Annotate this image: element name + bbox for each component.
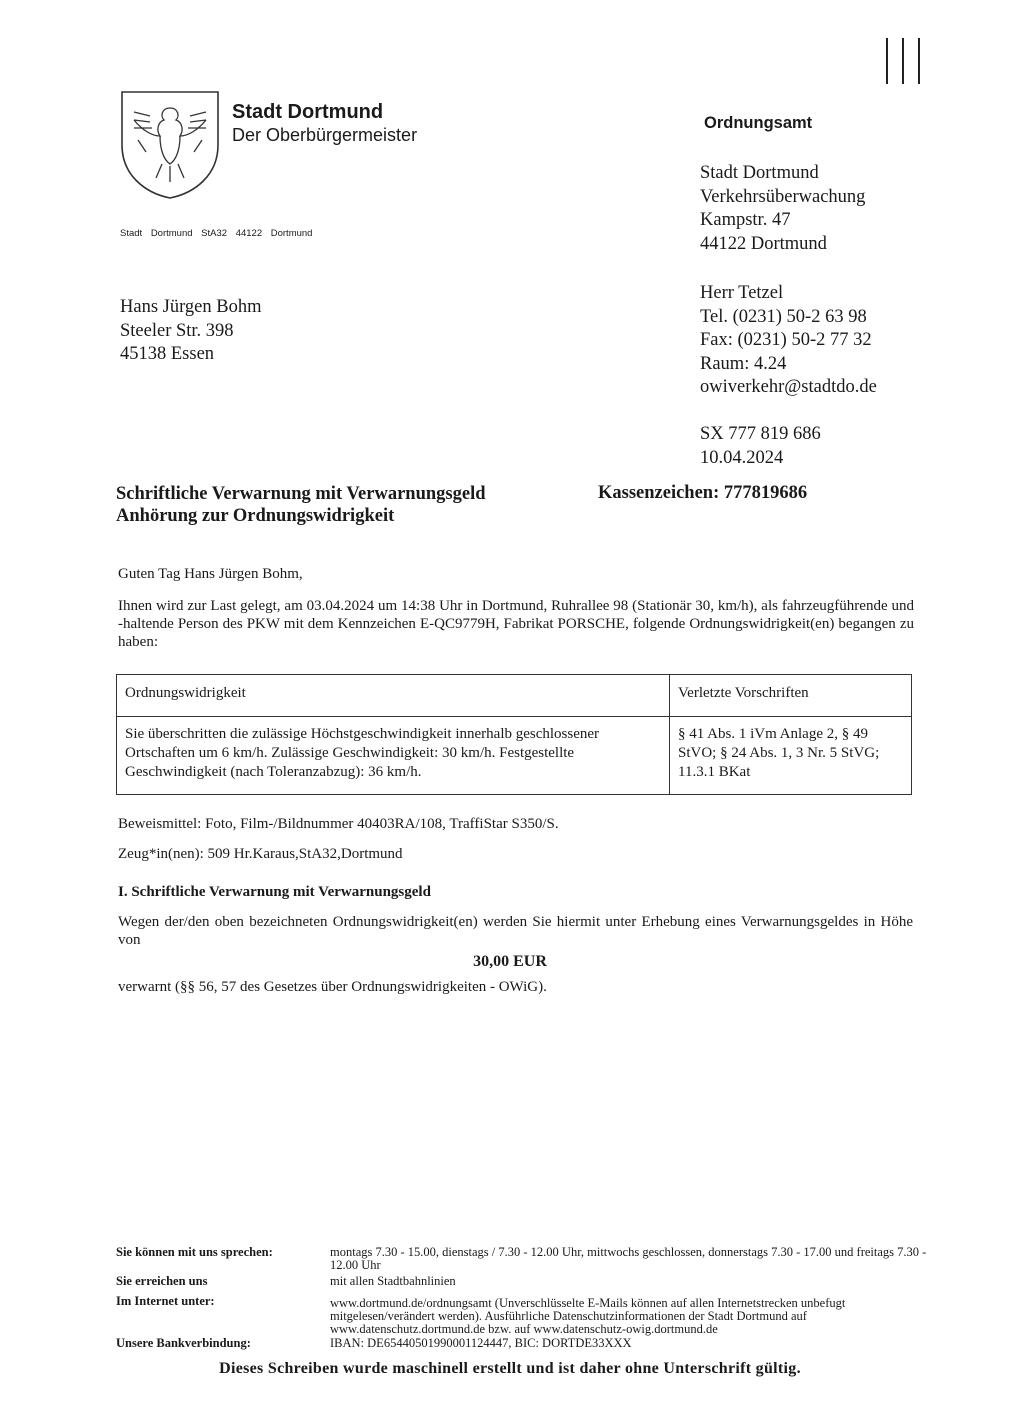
footer-transport: mit allen Stadtbahnlinien — [330, 1274, 456, 1288]
table-header: Verletzte Vorschriften — [670, 675, 912, 717]
department-name: Ordnungsamt — [704, 114, 813, 132]
letter-date: 10.04.2024 — [700, 447, 784, 468]
recipient-street: Steeler Str. 398 — [120, 320, 234, 341]
footer-label: Sie erreichen uns — [116, 1274, 208, 1288]
kassenzeichen: Kassenzeichen: 777819686 — [598, 483, 808, 503]
footer-bank: IBAN: DE65440501990001124447, BIC: DORTDE33XXX — [330, 1336, 632, 1350]
violated-rules: § 41 Abs. 1 iVm Anlage 2, § 49 StVO; § 24 Abs. 1, 3 Nr. 5 StVG; 11.3.1 BKat — [670, 717, 912, 795]
recipient-name: Hans Jürgen Bohm — [120, 297, 262, 317]
accusation-intro: Ihnen wird zur Last gelegt, am 03.04.2024 um 14:38 Uhr in Dortmund, Ruhrallee 98 (Stationär 30, km/h), als fahrzeugführende und -haltende Person des PKW mit dem Kennzeichen E-QC9779H, Fabrikat PORSCHE, folgende Ordnungswidrigkeit(en) begangen zu haben: — [118, 598, 914, 650]
witness: Zeug*in(nen): 509 Hr.Karaus,StA32,Dortmund — [118, 846, 403, 862]
sender-address — [700, 162, 865, 256]
table-header-row — [117, 675, 912, 717]
contact-room: Raum: 4.24 — [700, 353, 787, 374]
subject — [116, 483, 486, 527]
reference-block — [700, 423, 821, 470]
footer-label: Sie können mit uns sprechen: — [116, 1245, 273, 1259]
contact-person: Herr Tetzel — [700, 283, 784, 303]
scan-marks — [886, 38, 920, 84]
evidence: Beweismittel: Foto, Film-/Bildnummer 40403RA/108, TraffiStar S350/S. — [118, 816, 559, 832]
warning-legal-basis: verwarnt (§§ 56, 57 des Gesetzes über Ordnungswidrigkeiten - OWiG). — [118, 979, 547, 995]
recipient-city: 45138 Essen — [120, 344, 215, 364]
subject-line: Anhörung zur Ordnungswidrigkeit — [116, 506, 395, 526]
sender-line: Stadt Dortmund — [700, 163, 819, 183]
final-note: Dieses Schreiben wurde maschinell erstellt und ist daher ohne Unterschrift gültig. — [219, 1360, 801, 1377]
reference-number: SX 777 819 686 — [700, 424, 821, 444]
section-title: I. Schriftliche Verwarnung mit Verwarnungsgeld — [118, 884, 431, 900]
sender-line: 44122 Dortmund — [700, 233, 827, 254]
return-address: Stadt Dortmund StA32 44122 Dortmund — [120, 228, 313, 239]
offense-description: Sie überschritten die zulässige Höchstgeschwindigkeit innerhalb geschlossener Ortschaften um 6 km/h. Zulässige Geschwindigkeit: 30 km/h. Festgestellte Geschwindigkeit (nach Toleranzabzug): 36 km/h. — [117, 717, 670, 795]
footer-hours: montags 7.30 - 15.00, dienstags / 7.30 - 12.00 Uhr, mittwochs geschlossen, donnerstags 7.30 - 17.00 und freitags 7.30 - 12.00 Uhr — [330, 1245, 927, 1272]
subject-line: Schriftliche Verwarnung mit Verwarnungsgeld — [116, 484, 486, 504]
org-subtitle: Der Oberbürgermeister — [232, 125, 418, 145]
footer-label: Im Internet unter: — [116, 1294, 215, 1308]
city-coat-of-arms-logo — [120, 90, 220, 200]
sender-line: Verkehrsüberwachung — [700, 186, 866, 207]
contact-phone: Tel. (0231) 50-2 63 98 — [700, 306, 867, 327]
greeting: Guten Tag Hans Jürgen Bohm, — [118, 566, 303, 582]
table-row — [117, 717, 912, 795]
fine-amount: 30,00 EUR — [473, 953, 547, 970]
org-name: Stadt Dortmund — [232, 101, 384, 123]
contact-email: owiverkehr@stadtdo.de — [700, 377, 877, 397]
sender-line: Kampstr. 47 — [700, 210, 791, 230]
footer-label: Unsere Bankverbindung: — [116, 1336, 251, 1350]
offense-table — [116, 674, 912, 795]
recipient-address — [120, 296, 262, 367]
sender-contact — [700, 282, 877, 400]
issuer-name — [232, 100, 417, 146]
footer-web: www.dortmund.de/ordnungsamt (Unverschlüsselte E-Mails können auf allen Internetstrecken unbefugt mitgelesen/verändert werden). Ausführliche Datenschutzinformationen der Stadt Dortmund auf www.datenschutz.dortmund.de bzw. auf www.datenschutz-owig.dortmund.de — [330, 1296, 846, 1336]
warning-text: Wegen der/den oben bezeichneten Ordnungswidrigkeit(en) werden Sie hiermit unter Erhebung eines Verwarnungsgeldes in Höhe von — [118, 914, 913, 948]
contact-fax: Fax: (0231) 50-2 77 32 — [700, 330, 872, 350]
table-header: Ordnungswidrigkeit — [117, 675, 670, 717]
